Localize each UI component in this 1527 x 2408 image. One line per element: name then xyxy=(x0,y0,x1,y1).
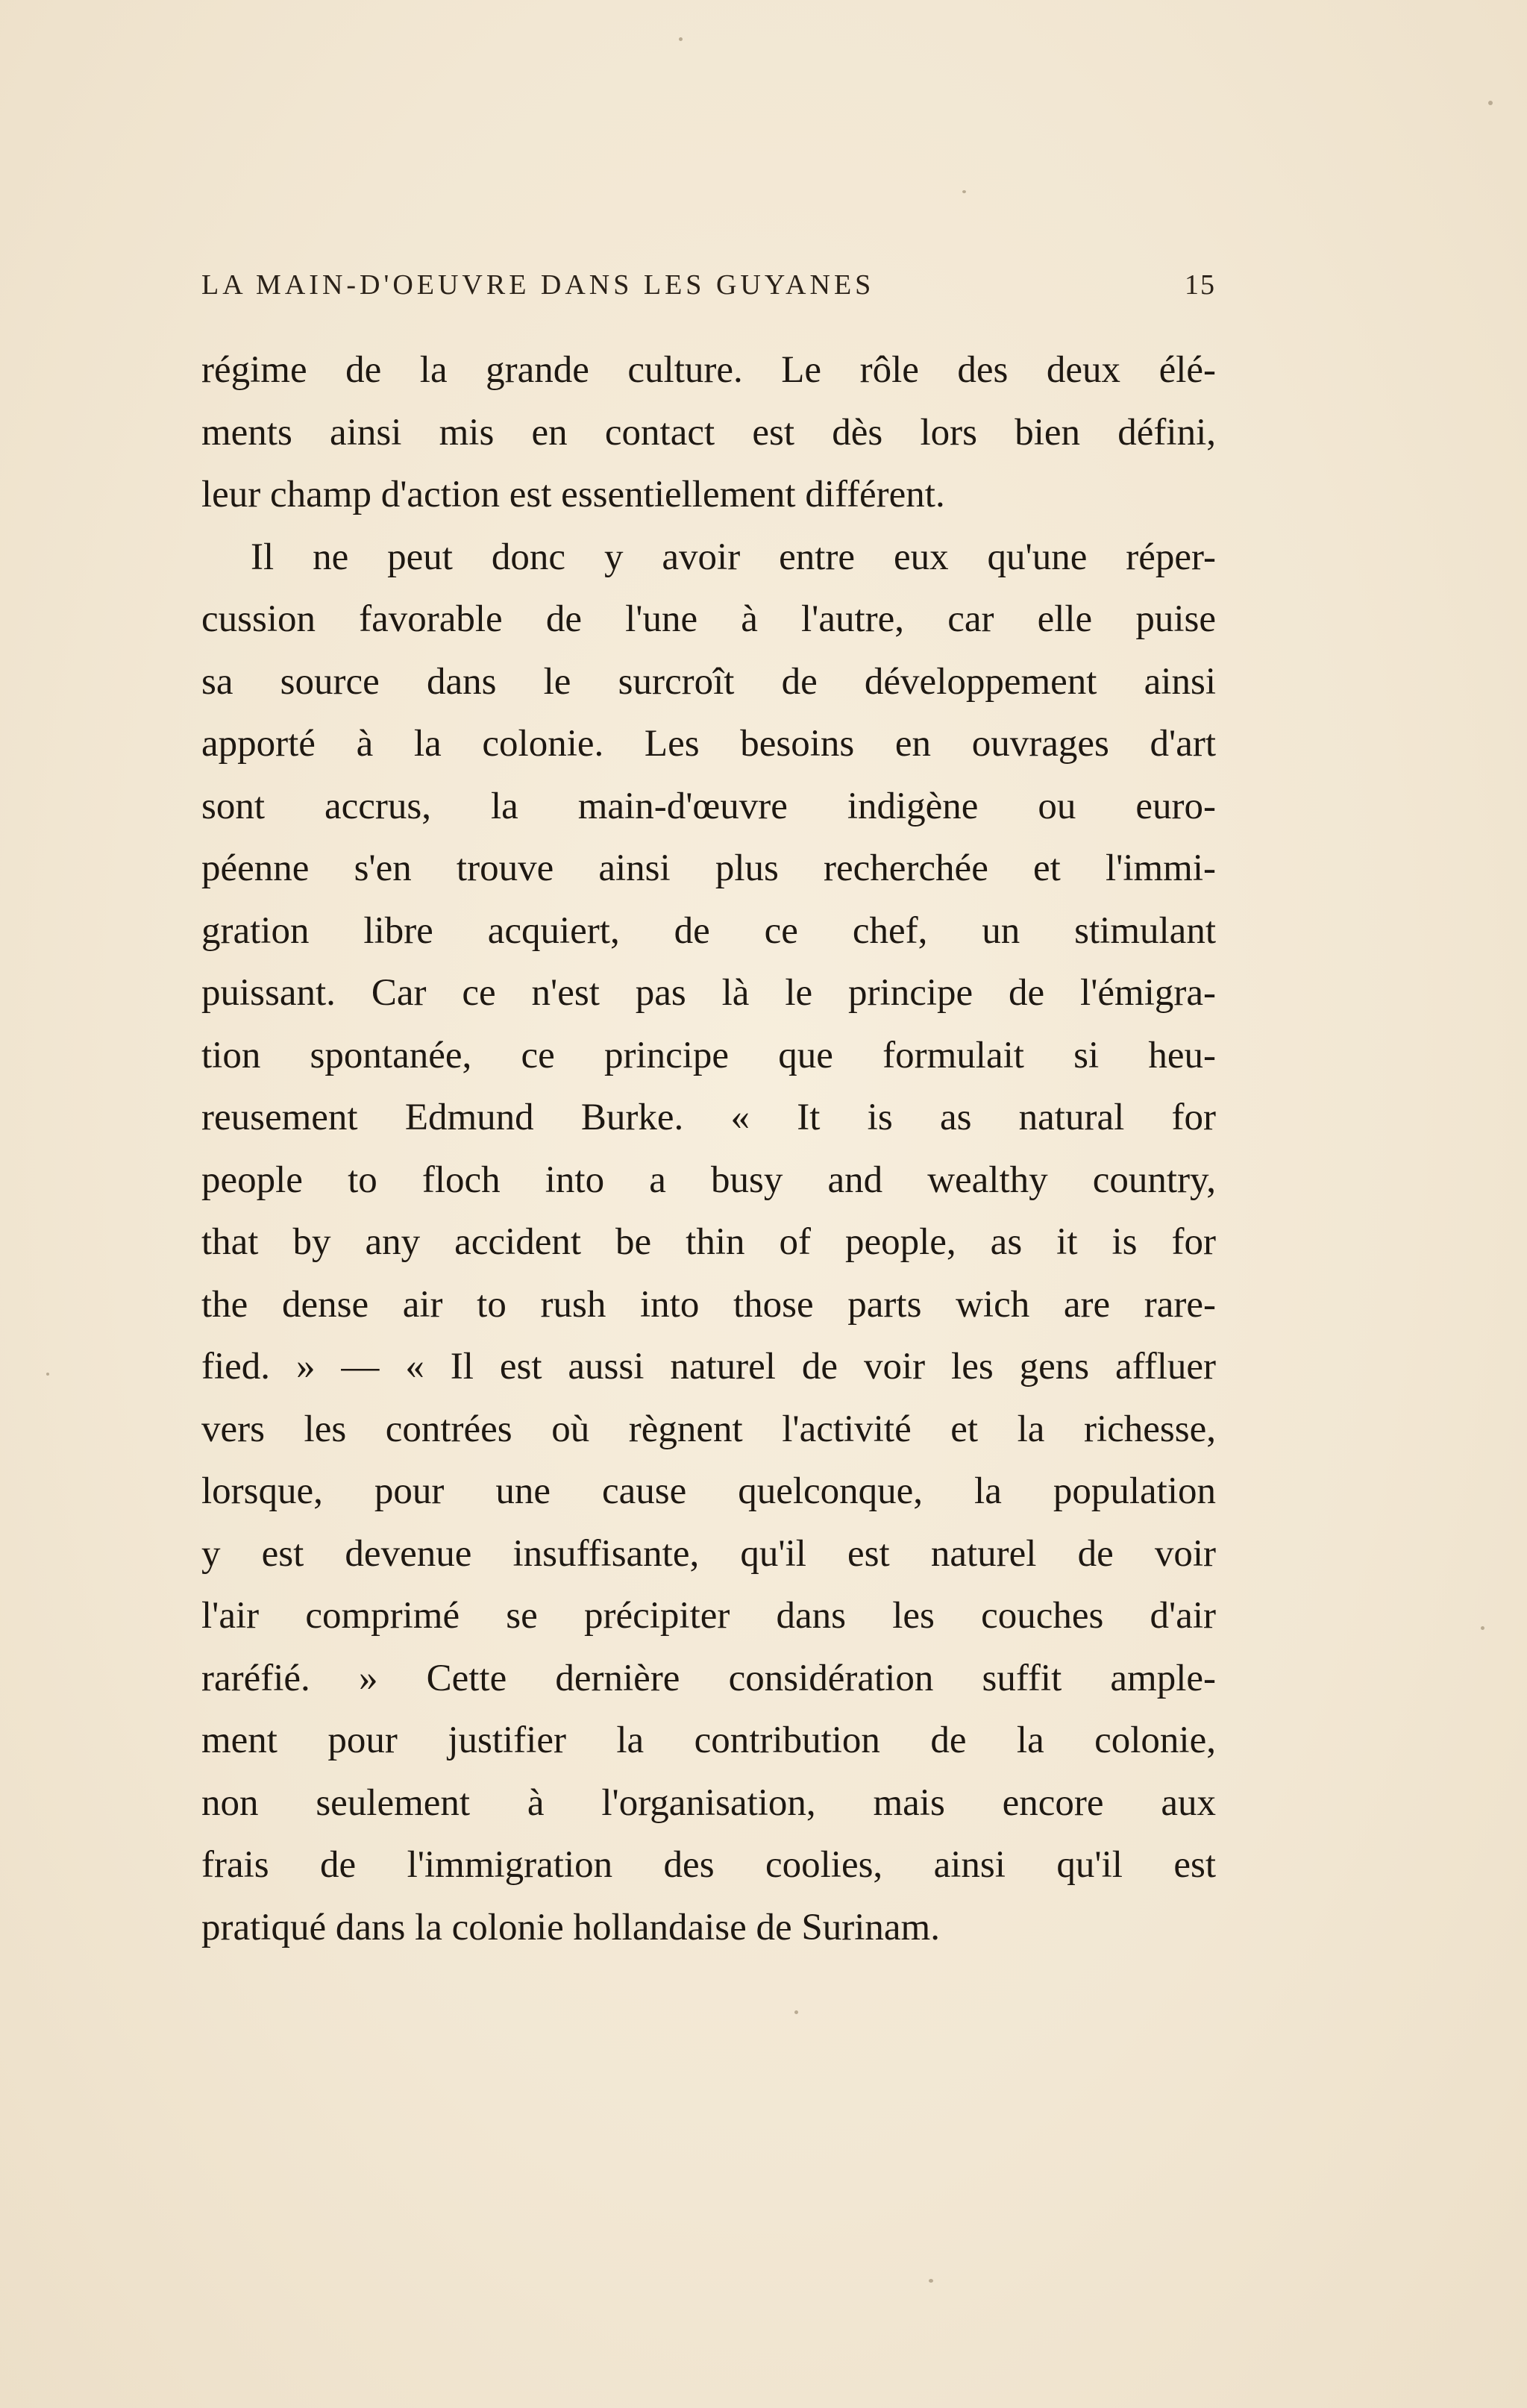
text-line: that by any accident be thin of people, as it is for xyxy=(201,1221,1216,1263)
text-line: sa source dans le surcroît de développement ainsi xyxy=(201,660,1216,703)
text-line: sont accrus, la main-d'œuvre indigène ou euro- xyxy=(201,785,1216,827)
text-line: leur champ d'action est essentiellement différent. xyxy=(201,474,945,515)
paper-speck xyxy=(1488,101,1493,105)
page-number: 15 xyxy=(1185,269,1216,301)
text-line: y est devenue insuffisante, qu'il est naturel de voir xyxy=(201,1532,1216,1575)
text-line: frais de l'immigration des coolies, ainsi qu'il est xyxy=(201,1844,1216,1886)
text-line: puissant. Car ce n'est pas là le principe de l'émigra- xyxy=(201,972,1216,1014)
text-line: péenne s'en trouve ainsi plus recherchée et l'immi- xyxy=(201,847,1216,889)
paper-speck xyxy=(794,2010,798,2014)
paper-speck xyxy=(1481,1626,1484,1630)
text-line: ment pour justifier la contribution de la colonie, xyxy=(201,1719,1216,1761)
text-line: non seulement à l'organisation, mais encore aux xyxy=(201,1781,1216,1824)
text-line: people to floch into a busy and wealthy country, xyxy=(201,1158,1216,1201)
text-line: lorsque, pour une cause quelconque, la population xyxy=(201,1470,1216,1512)
text-line: pratiqué dans la colonie hollandaise de Surinam. xyxy=(201,1906,940,1948)
text-line: fied. » — « Il est aussi naturel de voir les gens affluer xyxy=(201,1346,1216,1388)
text-line: tion spontanée, ce principe que formulait si heu- xyxy=(201,1034,1216,1076)
text-line: apporté à la colonie. Les besoins en ouvrages d'art xyxy=(201,723,1216,765)
text-line: gration libre acquiert, de ce chef, un stimulant xyxy=(201,909,1216,952)
paragraph-start-line: Il ne peut donc y avoir entre eux qu'une réper- xyxy=(251,536,1216,578)
page-header xyxy=(201,269,1216,306)
paper-speck xyxy=(962,190,966,193)
text-line: the dense air to rush into those parts wich are rare- xyxy=(201,1283,1216,1326)
text-line: ments ainsi mis en contact est dès lors bien défini, xyxy=(201,411,1216,454)
paper-speck xyxy=(929,2279,933,2283)
paper-speck xyxy=(679,37,683,41)
body-text xyxy=(201,339,1216,1959)
running-head: LA MAIN-D'OEUVRE DANS LES GUYANES xyxy=(201,269,875,301)
text-line: reusement Edmund Burke. « It is as natural for xyxy=(201,1097,1216,1138)
text-line: cussion favorable de l'une à l'autre, car elle puise xyxy=(201,598,1216,640)
text-line: régime de la grande culture. Le rôle des deux élé- xyxy=(201,349,1216,391)
paper-speck xyxy=(46,1373,49,1376)
text-line: vers les contrées où règnent l'activité et la richesse, xyxy=(201,1408,1216,1450)
text-line: l'air comprimé se précipiter dans les couches d'air xyxy=(201,1595,1216,1637)
text-line: raréfié. » Cette dernière considération suffit ample- xyxy=(201,1657,1216,1699)
